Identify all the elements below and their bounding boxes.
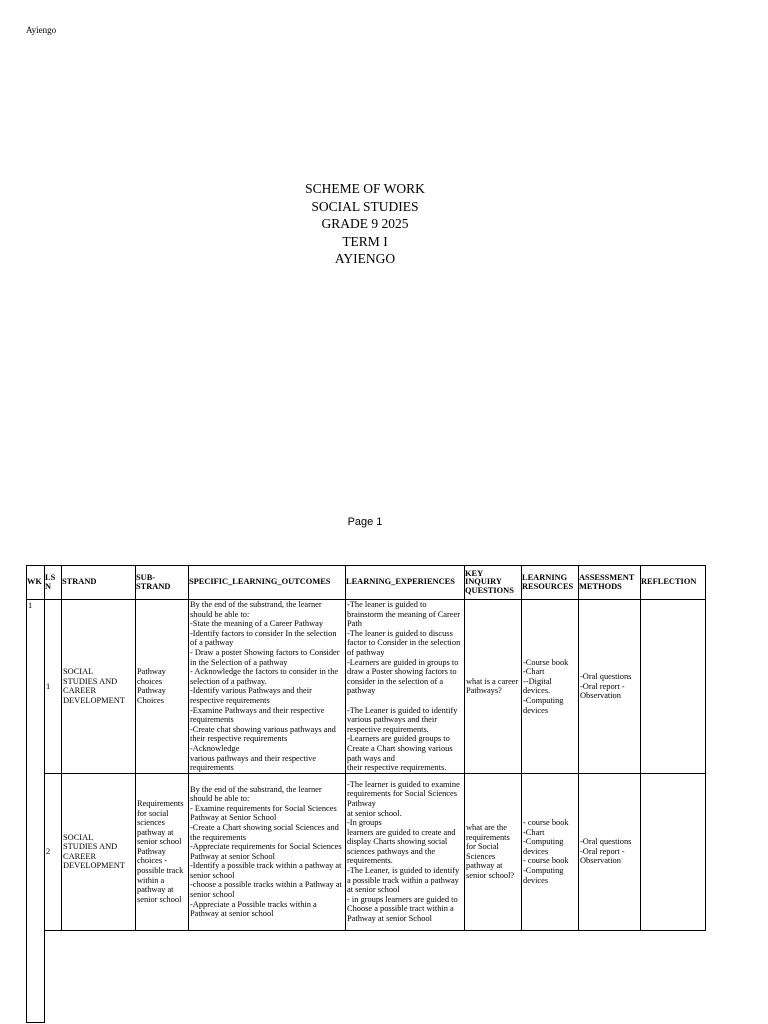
page-number-label: Page 1 [347,516,383,528]
assessment-cell: -Oral questions -Oral report - Observation [579,600,641,774]
table-row [27,773,706,930]
header-reflection: REFLECTION [641,566,706,600]
learning-outcomes-cell: By the end of the substrand, the learner should be able to: -State the meaning of a Career Pathway -Identify factors to consider In the selection of a pathway - Draw a poster Showing factors to Consider in the Selection of a pathway - Acknowledge the factors to consider in the selection of a pathway. -Identify various Pathways and their respective requirements -Examine Pathways and their respective requirements -Create chat showing various pathways and their respective requirements -Acknowledge various pathways and their respective requirements [189,600,346,774]
header-learning-experiences: LEARNING_EXPERIENCES [346,566,465,600]
lesson-cell: 1 [45,600,62,774]
title-line-scheme: SCHEME OF WORK [305,181,425,196]
scheme-of-work-table [26,565,706,1023]
learning-outcomes-cell: By the end of the substrand, the learner should be able to: - Examine requirements for Social Sciences Pathway at Senior School -Create a Chart showing social Sciences and the requirements -Appreciate requirements for Social Sciences Pathway at senior School -Identify a possible track within a pathway at senior school -choose a possible tracks within a Pathway at senior school -Appreciate a Possible tracks within a Pathway at senior school [189,773,346,930]
header-specific-learning-outcomes: SPECIFIC_LEARNING_OUTCOMES [189,566,346,600]
strand-cell: SOCIAL STUDIES AND CAREER DEVELOPMENT [62,600,136,774]
learning-experiences-cell: -The leaner is guided to brainstorm the meaning of Career Path -The leaner is guided to discuss factor to Consider in the selection of pathway -Learners are guided in groups to draw a Poster showing factors to consider in the selection of a pathway -The Leaner is guided to identify various pathways and their respective requirements. -Learners are guided groups to Create a Chart showing various path ways and their respective requirements. [346,600,465,774]
resources-cell: - course book -Chart -Computing devices - course book -Computing devices [522,773,579,930]
header-assessment-methods: ASSESSMENT METHODS [579,566,641,600]
empty-continuation-area [45,930,706,1023]
reflection-cell [641,773,706,930]
header-learning-resources: LEARNING RESOURCES [522,566,579,600]
lesson-cell: 2 [45,773,62,930]
strand-cell: SOCIAL STUDIES AND CAREER DEVELOPMENT [62,773,136,930]
title-line-subject: SOCIAL STUDIES [311,198,419,214]
title-line-grade: GRADE 9 2025 [321,216,409,231]
resources-cell: -Course book -Chart --Digital devices. -Computing devices [522,600,579,774]
week-cell: 1 [27,600,45,1023]
header-strand: STRAND [62,566,136,600]
assessment-cell: -Oral questions -Oral report - Observation [579,773,641,930]
sub-strand-cell: Pathway choices Pathway Choices [136,600,189,774]
key-questions-cell: what is a career Pathways? [465,600,522,774]
learning-experiences-cell: -The learner is guided to examine requirements for Social Sciences Pathway at senior school. -In groups learners are guided to create and display Charts showing social sciences pathways and the requirements. -The Leaner, is guided to identify a possible track within a pathway at senior school - in groups learners are guided to Choose a possible tract within a Pathway at senior School [346,773,465,930]
key-questions-cell: what are the requirements for Social Sciences pathway at senior school? [465,773,522,930]
title-line-term: TERM I [342,233,388,249]
table-row-empty [27,930,706,1023]
document-header-author: Ayiengo [26,25,57,35]
header-key-inquiry-questions: KEY INQUIRY QUESTIONS [465,566,522,600]
title-block [0,180,730,268]
reflection-cell [641,600,706,774]
header-sub-strand: SUB-STRAND [136,566,189,600]
table-row [27,600,706,774]
title-line-author: AYIENGO [334,251,396,266]
sub-strand-cell: Requirements for social sciences pathway at senior school Pathway choices - possible track within a pathway at senior school [136,773,189,930]
header-wk: WK [27,566,45,600]
table-header-row [27,566,706,600]
header-lsn: LSN [45,566,62,600]
